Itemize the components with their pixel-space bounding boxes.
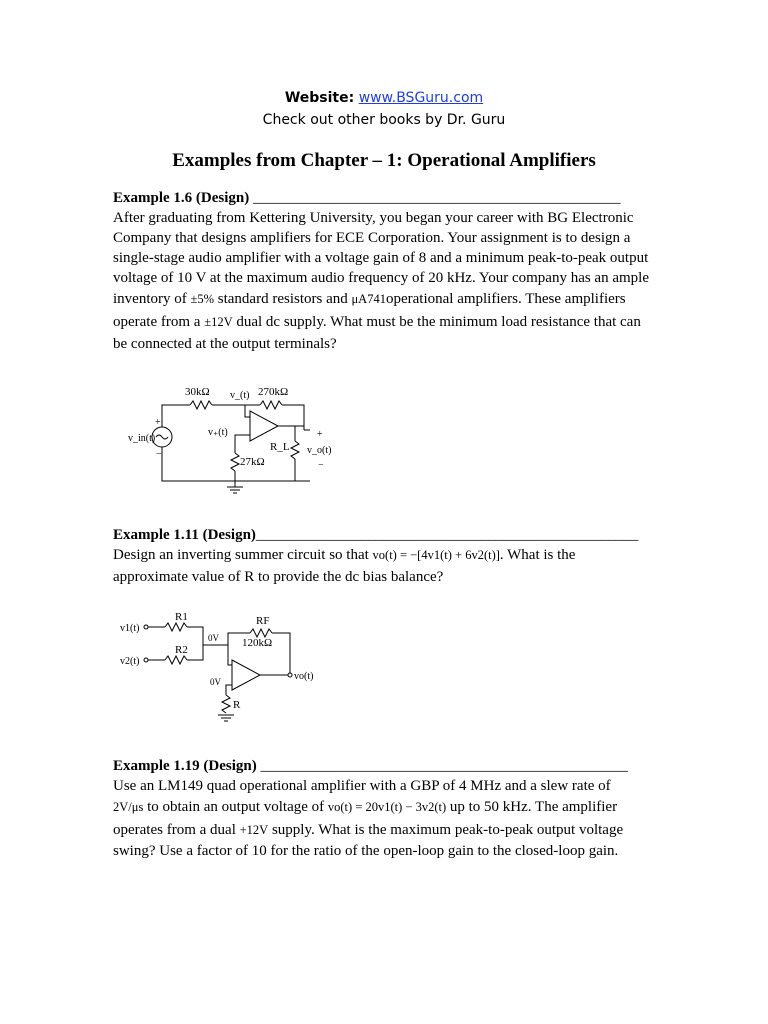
example-1-6-title: Example 1.6 (Design) bbox=[113, 190, 250, 206]
r-label: R bbox=[233, 699, 241, 711]
example-1-6-heading bbox=[113, 190, 621, 207]
r2-label: R2 bbox=[175, 644, 188, 656]
text-span: . What is the bbox=[499, 547, 576, 563]
vo-label: v_o(t) bbox=[307, 445, 332, 456]
text-span: operates from a dual bbox=[113, 822, 236, 838]
example-1-19-title: Example 1.19 (Design) bbox=[113, 758, 257, 774]
example-1-11-title: Example 1.11 (Design) bbox=[113, 527, 256, 543]
vp-label: v₊(t) bbox=[208, 427, 228, 438]
plus-sign: + bbox=[155, 417, 161, 428]
r1-label: 30kΩ bbox=[185, 386, 210, 398]
rf-label: 270kΩ bbox=[258, 386, 289, 398]
example-1-11-rule: ___________________________________________________ bbox=[255, 527, 639, 543]
example-1-19-heading bbox=[113, 758, 628, 775]
text-span: dual dc supply. What must be the minimum load resistance that can bbox=[236, 314, 641, 330]
website-label: Website: bbox=[284, 90, 355, 106]
rg-label: 27kΩ bbox=[240, 456, 265, 468]
supply-value: +12V bbox=[239, 823, 269, 837]
example-1-19-line bbox=[113, 799, 617, 816]
text-span: standard resistors and bbox=[217, 291, 348, 307]
text-span: operate from a bbox=[113, 314, 201, 330]
vin-label: v_in(t) bbox=[128, 433, 156, 444]
example-1-19-line: swing? Use a factor of 10 for the ratio of the open-loop gain to the closed-loop gain. bbox=[113, 843, 619, 859]
text-span: operational amplifiers. These amplifiers bbox=[385, 291, 626, 307]
text-span: up to 50 kHz. The amplifier bbox=[449, 799, 618, 815]
example-1-6-line: After graduating from Kettering University, you began your career with BG Electronic bbox=[113, 210, 634, 226]
example-1-6-line: be connected at the output terminals? bbox=[113, 336, 337, 352]
vo-label: vo(t) bbox=[294, 671, 314, 682]
vn-label: v_(t) bbox=[230, 390, 250, 401]
rl-label: R_L bbox=[270, 441, 290, 453]
tolerance-value: ±5% bbox=[190, 292, 215, 306]
opamp-name: μA741 bbox=[351, 292, 386, 306]
zero-top: 0V bbox=[208, 633, 219, 643]
rf-label: RF bbox=[256, 615, 270, 627]
slew-value: 2V/μs bbox=[113, 800, 144, 814]
r1-label: R1 bbox=[175, 611, 188, 623]
example-1-11-line bbox=[113, 547, 575, 564]
equation: vo(t) = 20v1(t) − 3v2(t) bbox=[327, 800, 447, 814]
example-1-6-line: single-stage audio amplifier with a voltage gain of 8 and a minimum peak-to-peak output bbox=[113, 250, 649, 266]
minus-sign: − bbox=[156, 449, 162, 460]
page-title: Examples from Chapter – 1: Operational Amplifiers bbox=[172, 150, 596, 171]
website-line bbox=[0, 90, 768, 106]
books-line: Check out other books by Dr. Guru bbox=[262, 112, 506, 128]
example-1-6-line: voltage of 10 V at the maximum audio frequency of 20 kHz. Your company has an ample bbox=[113, 270, 649, 286]
example-1-19-line bbox=[113, 822, 623, 839]
supply-value: ±12V bbox=[204, 315, 233, 329]
text-span: inventory of bbox=[113, 291, 187, 307]
equation: vo(t) = −[4v1(t) + 6v2(t)] bbox=[372, 548, 500, 562]
example-1-6-line bbox=[113, 291, 626, 308]
example-1-11-heading bbox=[113, 527, 638, 544]
website-link[interactable]: www.BSGuru.com bbox=[358, 90, 484, 106]
v1-label: v1(t) bbox=[120, 623, 140, 634]
example-1-6-line: Company that designs amplifiers for ECE Corporation. Your assignment is to design a bbox=[113, 230, 631, 246]
v2-label: v2(t) bbox=[120, 656, 140, 667]
circuit-diagram-1 bbox=[110, 375, 370, 500]
vo-plus: + bbox=[317, 429, 323, 440]
circuit-diagram-2 bbox=[120, 605, 340, 725]
example-1-6-line bbox=[113, 314, 641, 331]
text-span: supply. What is the maximum peak-to-peak output voltage bbox=[271, 822, 624, 838]
text-span: to obtain an output voltage of bbox=[147, 799, 325, 815]
rf-value: 120kΩ bbox=[242, 637, 273, 649]
example-1-19-line: Use an LM149 quad operational amplifier with a GBP of 4 MHz and a slew rate of bbox=[113, 778, 611, 794]
example-1-6-rule: _________________________________________________ bbox=[253, 190, 621, 206]
example-1-19-rule: _________________________________________________ bbox=[260, 758, 628, 774]
example-1-11-line: approximate value of R to provide the dc bias balance? bbox=[113, 569, 444, 585]
text-span: Design an inverting summer circuit so that bbox=[113, 547, 369, 563]
vo-minus: − bbox=[318, 460, 324, 471]
zero-bottom: 0V bbox=[210, 677, 221, 687]
